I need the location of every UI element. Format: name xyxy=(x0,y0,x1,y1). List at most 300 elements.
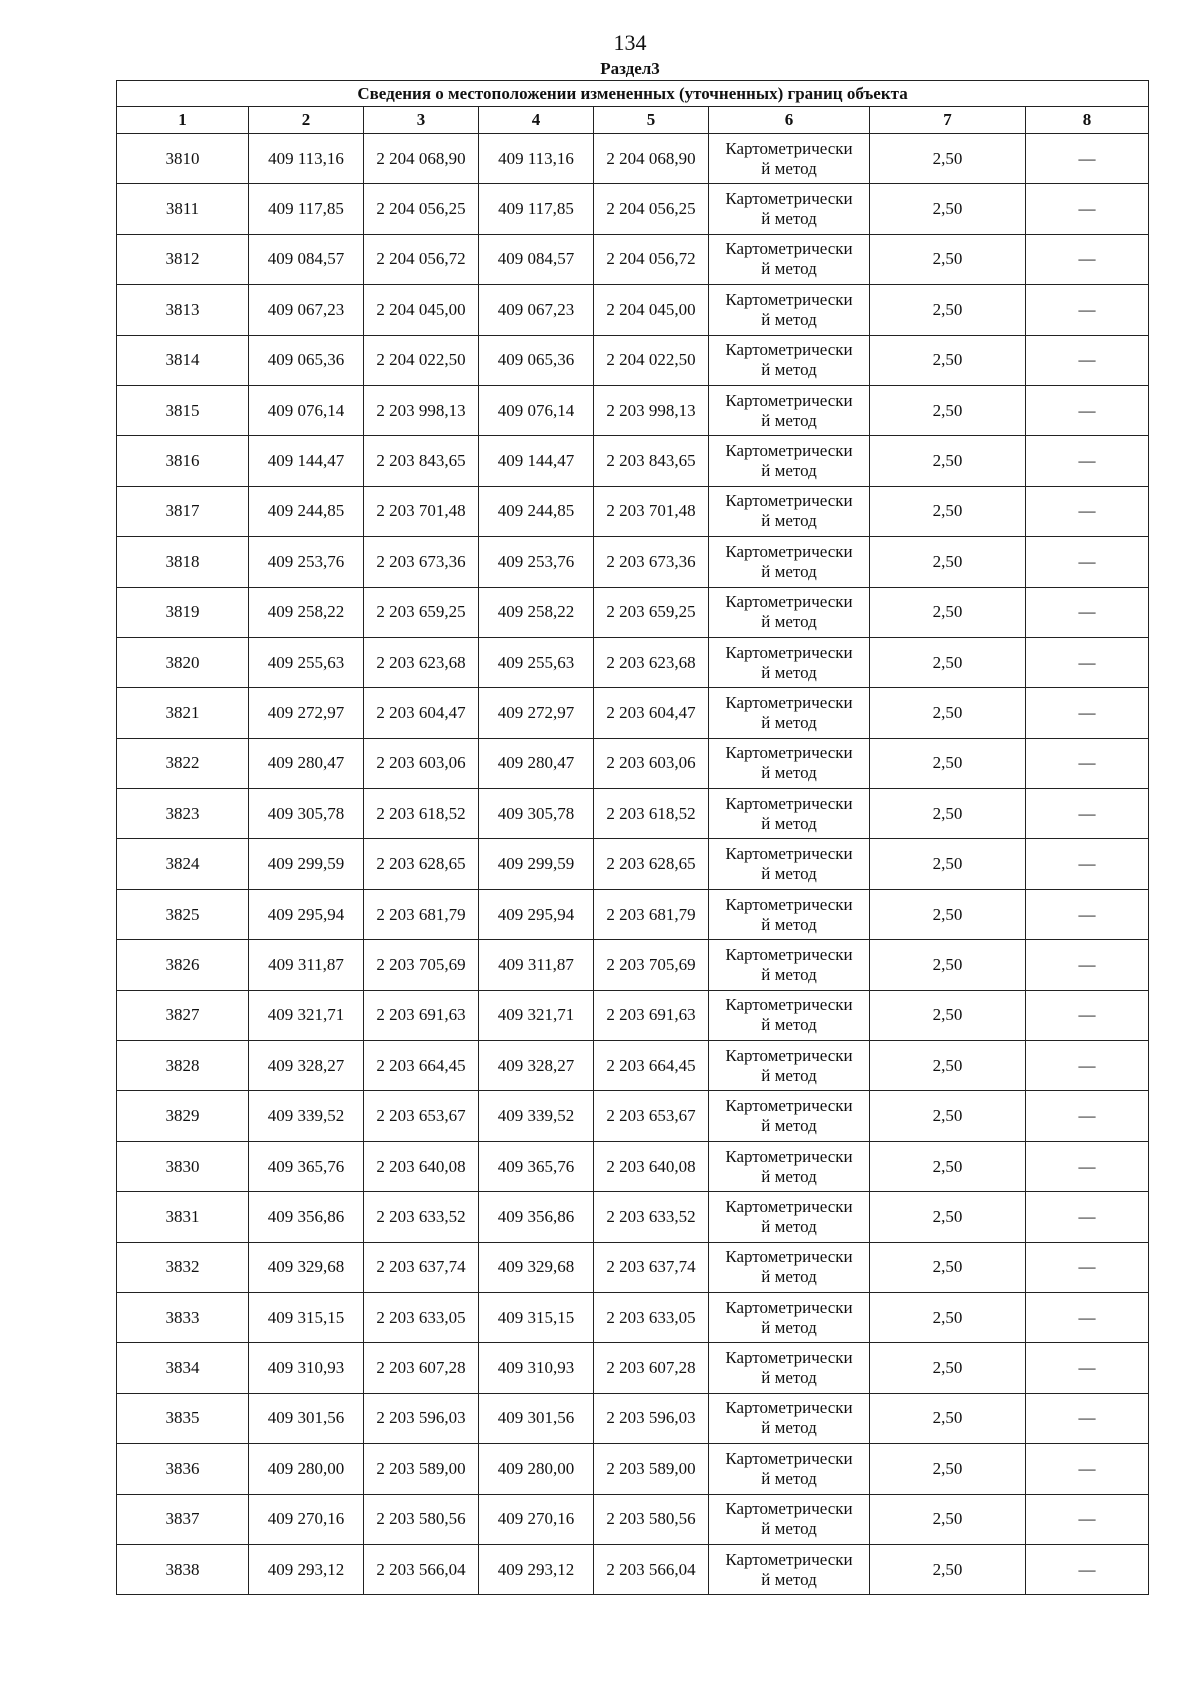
method-line-2: й метод xyxy=(761,158,817,178)
y-refined-cell: 2 203 691,63 xyxy=(594,990,709,1040)
method-line-2: й метод xyxy=(761,712,817,732)
method-cell xyxy=(709,688,870,738)
x-existing-cell: 409 253,76 xyxy=(249,537,364,587)
method-cell xyxy=(709,1242,870,1292)
x-refined-cell: 409 244,85 xyxy=(479,486,594,536)
x-existing-cell: 409 084,57 xyxy=(249,234,364,284)
method-cell xyxy=(709,1192,870,1242)
note-cell: — xyxy=(1026,234,1149,284)
method-line-2: й метод xyxy=(761,511,817,531)
method-cell xyxy=(709,436,870,486)
point-number-cell: 3825 xyxy=(117,889,249,939)
note-cell: — xyxy=(1026,940,1149,990)
x-existing-cell: 409 280,47 xyxy=(249,738,364,788)
accuracy-cell: 2,50 xyxy=(870,1343,1026,1393)
x-refined-cell: 409 295,94 xyxy=(479,889,594,939)
point-number-cell: 3820 xyxy=(117,637,249,687)
y-existing-cell: 2 203 664,45 xyxy=(364,1041,479,1091)
column-number: 5 xyxy=(594,107,709,134)
y-refined-cell: 2 203 640,08 xyxy=(594,1141,709,1191)
method-line-2: й метод xyxy=(761,914,817,934)
note-cell: — xyxy=(1026,637,1149,687)
x-existing-cell: 409 310,93 xyxy=(249,1343,364,1393)
note-cell: — xyxy=(1026,1091,1149,1141)
y-refined-cell: 2 203 673,36 xyxy=(594,537,709,587)
accuracy-cell: 2,50 xyxy=(870,436,1026,486)
x-refined-cell: 409 255,63 xyxy=(479,637,594,687)
accuracy-cell: 2,50 xyxy=(870,1242,1026,1292)
y-existing-cell: 2 203 623,68 xyxy=(364,637,479,687)
accuracy-cell: 2,50 xyxy=(870,1393,1026,1443)
accuracy-cell: 2,50 xyxy=(870,789,1026,839)
x-refined-cell: 409 329,68 xyxy=(479,1242,594,1292)
note-cell: — xyxy=(1026,285,1149,335)
x-existing-cell: 409 272,97 xyxy=(249,688,364,738)
y-refined-cell: 2 203 607,28 xyxy=(594,1343,709,1393)
method-line-2: й метод xyxy=(761,1267,817,1287)
y-existing-cell: 2 203 607,28 xyxy=(364,1343,479,1393)
method-cell xyxy=(709,839,870,889)
method-line-2: й метод xyxy=(761,813,817,833)
y-refined-cell: 2 203 566,04 xyxy=(594,1544,709,1594)
method-line-1: Картометрически xyxy=(725,944,853,964)
y-existing-cell: 2 203 637,74 xyxy=(364,1242,479,1292)
method-line-2: й метод xyxy=(761,1116,817,1136)
accuracy-cell: 2,50 xyxy=(870,234,1026,284)
method-line-1: Картометрически xyxy=(725,1499,853,1519)
x-refined-cell: 409 293,12 xyxy=(479,1544,594,1594)
y-refined-cell: 2 203 705,69 xyxy=(594,940,709,990)
table-row xyxy=(117,1494,1149,1544)
table-row xyxy=(117,537,1149,587)
method-line-1: Картометрически xyxy=(725,793,853,813)
note-cell: — xyxy=(1026,789,1149,839)
note-cell: — xyxy=(1026,889,1149,939)
table-row xyxy=(117,1242,1149,1292)
note-cell: — xyxy=(1026,134,1149,184)
note-cell: — xyxy=(1026,436,1149,486)
method-line-2: й метод xyxy=(761,209,817,229)
page-number: 134 xyxy=(613,30,647,55)
x-existing-cell: 409 270,16 xyxy=(249,1494,364,1544)
table-row xyxy=(117,1444,1149,1494)
table-row xyxy=(117,486,1149,536)
method-cell xyxy=(709,1041,870,1091)
point-number-cell: 3814 xyxy=(117,335,249,385)
method-cell xyxy=(709,1292,870,1342)
method-line-1: Картометрически xyxy=(725,138,853,158)
method-line-2: й метод xyxy=(761,1317,817,1337)
method-line-1: Картометрически xyxy=(725,239,853,259)
table-row xyxy=(117,1141,1149,1191)
table-row xyxy=(117,285,1149,335)
method-cell xyxy=(709,335,870,385)
point-number-cell: 3832 xyxy=(117,1242,249,1292)
x-refined-cell: 409 299,59 xyxy=(479,839,594,889)
y-refined-cell: 2 203 701,48 xyxy=(594,486,709,536)
method-cell xyxy=(709,789,870,839)
y-existing-cell: 2 203 843,65 xyxy=(364,436,479,486)
y-existing-cell: 2 204 056,72 xyxy=(364,234,479,284)
table-row xyxy=(117,134,1149,184)
x-existing-cell: 409 144,47 xyxy=(249,436,364,486)
method-line-1: Картометрически xyxy=(725,1549,853,1569)
method-line-1: Картометрически xyxy=(725,995,853,1015)
y-existing-cell: 2 203 640,08 xyxy=(364,1141,479,1191)
method-line-2: й метод xyxy=(761,1519,817,1539)
point-number-cell: 3817 xyxy=(117,486,249,536)
y-refined-cell: 2 203 580,56 xyxy=(594,1494,709,1544)
y-refined-cell: 2 203 628,65 xyxy=(594,839,709,889)
column-number: 2 xyxy=(249,107,364,134)
note-cell: — xyxy=(1026,1343,1149,1393)
y-refined-cell: 2 203 604,47 xyxy=(594,688,709,738)
point-number-cell: 3830 xyxy=(117,1141,249,1191)
method-cell xyxy=(709,134,870,184)
method-line-1: Картометрически xyxy=(725,642,853,662)
method-line-2: й метод xyxy=(761,309,817,329)
method-cell xyxy=(709,537,870,587)
method-line-1: Картометрически xyxy=(725,1297,853,1317)
x-refined-cell: 409 365,76 xyxy=(479,1141,594,1191)
point-number-cell: 3815 xyxy=(117,385,249,435)
table-title-row xyxy=(117,81,1149,107)
table-row xyxy=(117,889,1149,939)
x-refined-cell: 409 144,47 xyxy=(479,436,594,486)
method-line-2: й метод xyxy=(761,461,817,481)
note-cell: — xyxy=(1026,1242,1149,1292)
method-cell xyxy=(709,1141,870,1191)
x-refined-cell: 409 117,85 xyxy=(479,184,594,234)
method-line-2: й метод xyxy=(761,410,817,430)
x-refined-cell: 409 310,93 xyxy=(479,1343,594,1393)
method-cell xyxy=(709,385,870,435)
note-cell: — xyxy=(1026,184,1149,234)
method-line-2: й метод xyxy=(761,259,817,279)
table-row xyxy=(117,234,1149,284)
column-number: 1 xyxy=(117,107,249,134)
y-existing-cell: 2 204 068,90 xyxy=(364,134,479,184)
y-refined-cell: 2 203 596,03 xyxy=(594,1393,709,1443)
table-row xyxy=(117,839,1149,889)
method-cell xyxy=(709,1544,870,1594)
y-existing-cell: 2 203 705,69 xyxy=(364,940,479,990)
method-line-2: й метод xyxy=(761,612,817,632)
table-row xyxy=(117,738,1149,788)
point-number-cell: 3813 xyxy=(117,285,249,335)
x-existing-cell: 409 311,87 xyxy=(249,940,364,990)
method-line-1: Картометрически xyxy=(725,189,853,209)
method-line-1: Картометрически xyxy=(725,541,853,561)
method-line-1: Картометрически xyxy=(725,1045,853,1065)
x-existing-cell: 409 244,85 xyxy=(249,486,364,536)
y-refined-cell: 2 203 681,79 xyxy=(594,889,709,939)
method-line-2: й метод xyxy=(761,561,817,581)
y-existing-cell: 2 203 998,13 xyxy=(364,385,479,435)
x-refined-cell: 409 253,76 xyxy=(479,537,594,587)
note-cell: — xyxy=(1026,1141,1149,1191)
point-number-cell: 3826 xyxy=(117,940,249,990)
x-existing-cell: 409 076,14 xyxy=(249,385,364,435)
accuracy-cell: 2,50 xyxy=(870,1444,1026,1494)
x-existing-cell: 409 301,56 xyxy=(249,1393,364,1443)
method-cell xyxy=(709,738,870,788)
x-existing-cell: 409 365,76 xyxy=(249,1141,364,1191)
note-cell: — xyxy=(1026,1494,1149,1544)
y-existing-cell: 2 203 633,05 xyxy=(364,1292,479,1342)
point-number-cell: 3824 xyxy=(117,839,249,889)
x-refined-cell: 409 328,27 xyxy=(479,1041,594,1091)
x-refined-cell: 409 084,57 xyxy=(479,234,594,284)
x-existing-cell: 409 113,16 xyxy=(249,134,364,184)
method-line-1: Картометрически xyxy=(725,1398,853,1418)
method-line-2: й метод xyxy=(761,964,817,984)
method-line-1: Картометрически xyxy=(725,743,853,763)
table-row xyxy=(117,1393,1149,1443)
x-existing-cell: 409 293,12 xyxy=(249,1544,364,1594)
method-line-1: Картометрически xyxy=(725,1096,853,1116)
method-line-2: й метод xyxy=(761,864,817,884)
y-refined-cell: 2 203 589,00 xyxy=(594,1444,709,1494)
method-line-2: й метод xyxy=(761,1368,817,1388)
method-line-1: Картометрически xyxy=(725,592,853,612)
x-existing-cell: 409 328,27 xyxy=(249,1041,364,1091)
method-line-2: й метод xyxy=(761,1468,817,1488)
method-line-2: й метод xyxy=(761,1015,817,1035)
accuracy-cell: 2,50 xyxy=(870,1141,1026,1191)
table-row xyxy=(117,436,1149,486)
y-refined-cell: 2 204 022,50 xyxy=(594,335,709,385)
method-cell xyxy=(709,990,870,1040)
point-number-cell: 3837 xyxy=(117,1494,249,1544)
x-refined-cell: 409 076,14 xyxy=(479,385,594,435)
note-cell: — xyxy=(1026,688,1149,738)
y-refined-cell: 2 203 664,45 xyxy=(594,1041,709,1091)
method-line-1: Картометрически xyxy=(725,1247,853,1267)
note-cell: — xyxy=(1026,587,1149,637)
y-existing-cell: 2 203 589,00 xyxy=(364,1444,479,1494)
method-cell xyxy=(709,889,870,939)
method-line-2: й метод xyxy=(761,1569,817,1589)
method-line-2: й метод xyxy=(761,1065,817,1085)
y-existing-cell: 2 203 628,65 xyxy=(364,839,479,889)
table-row xyxy=(117,1544,1149,1594)
point-number-cell: 3819 xyxy=(117,587,249,637)
x-existing-cell: 409 295,94 xyxy=(249,889,364,939)
method-line-1: Картометрически xyxy=(725,441,853,461)
note-cell: — xyxy=(1026,839,1149,889)
y-existing-cell: 2 203 681,79 xyxy=(364,889,479,939)
y-existing-cell: 2 203 604,47 xyxy=(364,688,479,738)
method-cell xyxy=(709,234,870,284)
y-refined-cell: 2 203 618,52 xyxy=(594,789,709,839)
method-cell xyxy=(709,285,870,335)
note-cell: — xyxy=(1026,385,1149,435)
method-cell xyxy=(709,1343,870,1393)
method-cell xyxy=(709,637,870,687)
column-number: 7 xyxy=(870,107,1026,134)
accuracy-cell: 2,50 xyxy=(870,637,1026,687)
note-cell: — xyxy=(1026,1292,1149,1342)
accuracy-cell: 2,50 xyxy=(870,1544,1026,1594)
x-existing-cell: 409 321,71 xyxy=(249,990,364,1040)
accuracy-cell: 2,50 xyxy=(870,385,1026,435)
method-line-2: й метод xyxy=(761,763,817,783)
point-number-cell: 3831 xyxy=(117,1192,249,1242)
point-number-cell: 3828 xyxy=(117,1041,249,1091)
column-number-row xyxy=(117,107,1149,134)
x-refined-cell: 409 113,16 xyxy=(479,134,594,184)
method-line-1: Картометрически xyxy=(725,1146,853,1166)
point-number-cell: 3822 xyxy=(117,738,249,788)
x-refined-cell: 409 305,78 xyxy=(479,789,594,839)
point-number-cell: 3816 xyxy=(117,436,249,486)
point-number-cell: 3821 xyxy=(117,688,249,738)
column-number: 6 xyxy=(709,107,870,134)
y-refined-cell: 2 203 633,05 xyxy=(594,1292,709,1342)
y-refined-cell: 2 203 998,13 xyxy=(594,385,709,435)
y-existing-cell: 2 204 022,50 xyxy=(364,335,479,385)
column-number: 4 xyxy=(479,107,594,134)
table-row xyxy=(117,184,1149,234)
accuracy-cell: 2,50 xyxy=(870,184,1026,234)
method-line-1: Картометрически xyxy=(725,491,853,511)
table-row xyxy=(117,1041,1149,1091)
method-cell xyxy=(709,486,870,536)
x-refined-cell: 409 321,71 xyxy=(479,990,594,1040)
y-existing-cell: 2 203 691,63 xyxy=(364,990,479,1040)
accuracy-cell: 2,50 xyxy=(870,1091,1026,1141)
x-refined-cell: 409 311,87 xyxy=(479,940,594,990)
x-existing-cell: 409 255,63 xyxy=(249,637,364,687)
note-cell: — xyxy=(1026,537,1149,587)
method-cell xyxy=(709,1091,870,1141)
method-line-2: й метод xyxy=(761,662,817,682)
point-number-cell: 3811 xyxy=(117,184,249,234)
x-existing-cell: 409 315,15 xyxy=(249,1292,364,1342)
y-existing-cell: 2 203 618,52 xyxy=(364,789,479,839)
note-cell: — xyxy=(1026,1041,1149,1091)
y-existing-cell: 2 203 653,67 xyxy=(364,1091,479,1141)
x-refined-cell: 409 065,36 xyxy=(479,335,594,385)
x-existing-cell: 409 329,68 xyxy=(249,1242,364,1292)
point-number-cell: 3823 xyxy=(117,789,249,839)
note-cell: — xyxy=(1026,486,1149,536)
x-existing-cell: 409 356,86 xyxy=(249,1192,364,1242)
y-existing-cell: 2 204 045,00 xyxy=(364,285,479,335)
method-cell xyxy=(709,1393,870,1443)
table-row xyxy=(117,1192,1149,1242)
x-refined-cell: 409 272,97 xyxy=(479,688,594,738)
note-cell: — xyxy=(1026,1192,1149,1242)
method-line-1: Картометрически xyxy=(725,1448,853,1468)
y-refined-cell: 2 203 623,68 xyxy=(594,637,709,687)
x-existing-cell: 409 339,52 xyxy=(249,1091,364,1141)
method-line-1: Картометрически xyxy=(725,692,853,712)
point-number-cell: 3827 xyxy=(117,990,249,1040)
method-cell xyxy=(709,940,870,990)
point-number-cell: 3836 xyxy=(117,1444,249,1494)
method-cell xyxy=(709,184,870,234)
y-existing-cell: 2 203 659,25 xyxy=(364,587,479,637)
method-line-1: Картометрически xyxy=(725,390,853,410)
point-number-cell: 3833 xyxy=(117,1292,249,1342)
accuracy-cell: 2,50 xyxy=(870,738,1026,788)
x-refined-cell: 409 270,16 xyxy=(479,1494,594,1544)
accuracy-cell: 2,50 xyxy=(870,537,1026,587)
method-cell xyxy=(709,587,870,637)
y-existing-cell: 2 203 673,36 xyxy=(364,537,479,587)
point-number-cell: 3812 xyxy=(117,234,249,284)
x-refined-cell: 409 258,22 xyxy=(479,587,594,637)
note-cell: — xyxy=(1026,990,1149,1040)
x-refined-cell: 409 356,86 xyxy=(479,1192,594,1242)
method-line-1: Картометрически xyxy=(725,289,853,309)
accuracy-cell: 2,50 xyxy=(870,1494,1026,1544)
table-row xyxy=(117,637,1149,687)
note-cell: — xyxy=(1026,1544,1149,1594)
x-refined-cell: 409 315,15 xyxy=(479,1292,594,1342)
method-line-2: й метод xyxy=(761,1166,817,1186)
y-refined-cell: 2 204 056,72 xyxy=(594,234,709,284)
y-refined-cell: 2 203 653,67 xyxy=(594,1091,709,1141)
point-number-cell: 3838 xyxy=(117,1544,249,1594)
y-existing-cell: 2 203 566,04 xyxy=(364,1544,479,1594)
method-cell xyxy=(709,1444,870,1494)
y-existing-cell: 2 203 580,56 xyxy=(364,1494,479,1544)
table-row xyxy=(117,990,1149,1040)
y-existing-cell: 2 204 056,25 xyxy=(364,184,479,234)
x-refined-cell: 409 067,23 xyxy=(479,285,594,335)
point-number-cell: 3829 xyxy=(117,1091,249,1141)
method-line-1: Картометрически xyxy=(725,1196,853,1216)
table-row xyxy=(117,1343,1149,1393)
method-cell xyxy=(709,1494,870,1544)
accuracy-cell: 2,50 xyxy=(870,990,1026,1040)
method-line-1: Картометрически xyxy=(725,894,853,914)
table-row xyxy=(117,789,1149,839)
note-cell: — xyxy=(1026,738,1149,788)
accuracy-cell: 2,50 xyxy=(870,1292,1026,1342)
method-line-1: Картометрически xyxy=(725,340,853,360)
x-existing-cell: 409 258,22 xyxy=(249,587,364,637)
x-existing-cell: 409 067,23 xyxy=(249,285,364,335)
x-existing-cell: 409 280,00 xyxy=(249,1444,364,1494)
accuracy-cell: 2,50 xyxy=(870,587,1026,637)
y-existing-cell: 2 203 633,52 xyxy=(364,1192,479,1242)
accuracy-cell: 2,50 xyxy=(870,1041,1026,1091)
point-number-cell: 3834 xyxy=(117,1343,249,1393)
method-line-1: Картометрически xyxy=(725,844,853,864)
table-row xyxy=(117,940,1149,990)
section-label: Раздел3 xyxy=(600,59,660,78)
accuracy-cell: 2,50 xyxy=(870,688,1026,738)
accuracy-cell: 2,50 xyxy=(870,889,1026,939)
y-refined-cell: 2 203 659,25 xyxy=(594,587,709,637)
column-number: 8 xyxy=(1026,107,1149,134)
y-refined-cell: 2 203 637,74 xyxy=(594,1242,709,1292)
note-cell: — xyxy=(1026,335,1149,385)
y-refined-cell: 2 204 068,90 xyxy=(594,134,709,184)
x-refined-cell: 409 301,56 xyxy=(479,1393,594,1443)
accuracy-cell: 2,50 xyxy=(870,486,1026,536)
accuracy-cell: 2,50 xyxy=(870,1192,1026,1242)
table-row xyxy=(117,385,1149,435)
table-row xyxy=(117,1292,1149,1342)
y-refined-cell: 2 204 045,00 xyxy=(594,285,709,335)
method-line-2: й метод xyxy=(761,1216,817,1236)
table-title: Сведения о местоположении измененных (уточненных) границ объекта xyxy=(117,81,1149,107)
